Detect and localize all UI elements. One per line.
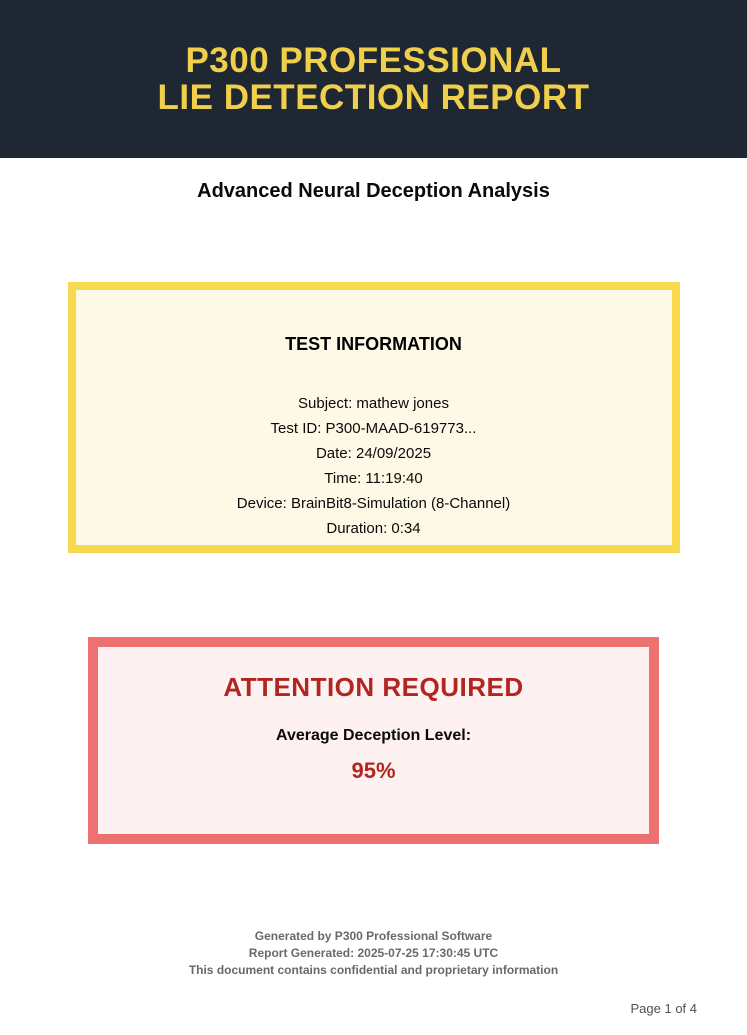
test-information-box [68, 282, 680, 553]
test-information-heading: TEST INFORMATION [285, 334, 462, 354]
report-subtitle: Advanced Neural Deception Analysis [197, 180, 550, 202]
test-info-duration: Duration: 0:34 [326, 520, 421, 537]
report-footer [0, 928, 747, 979]
footer-confidential-line: This document contains confidential and proprietary information [188, 963, 559, 977]
footer-report-generated-line: Report Generated: 2025-07-25 17:30:45 UTC [248, 946, 499, 960]
attention-heading: ATTENTION REQUIRED [223, 672, 524, 702]
test-info-test-id: Test ID: P300-MAAD-619773... [270, 420, 477, 437]
test-information-lines [76, 391, 672, 541]
report-title-line-1: P300 PROFESSIONAL [185, 41, 562, 80]
report-header [0, 0, 747, 158]
report-title-line-2: LIE DETECTION REPORT [157, 78, 590, 117]
footer-generated-by-line: Generated by P300 Professional Software [254, 929, 493, 943]
deception-level-label: Average Deception Level: [275, 727, 472, 744]
test-info-device: Device: BrainBit8-Simulation (8-Channel) [236, 495, 511, 512]
report-title [158, 42, 590, 116]
test-info-date: Date: 24/09/2025 [315, 445, 432, 462]
test-info-subject: Subject: mathew jones [298, 395, 449, 412]
attention-required-box [88, 637, 659, 844]
test-info-time: Time: 11:19:40 [324, 470, 423, 487]
deception-level-value: 95% [351, 758, 396, 783]
page-indicator: Page 1 of 4 [630, 1001, 697, 1016]
